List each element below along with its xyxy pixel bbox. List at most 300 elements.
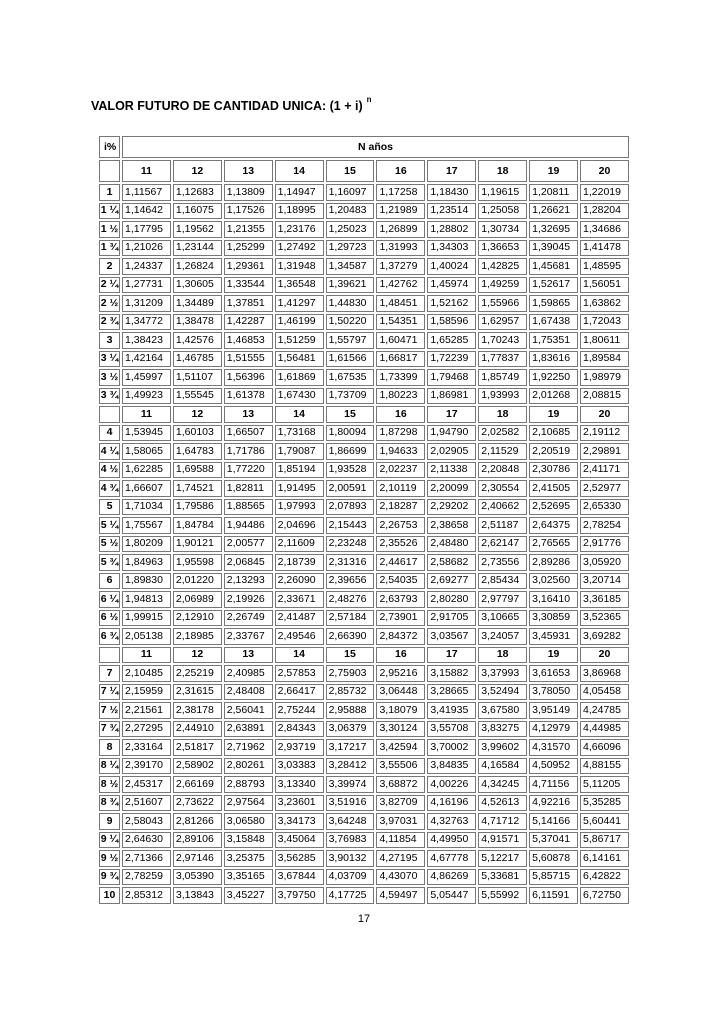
value-cell: 3,37993 xyxy=(478,665,527,682)
column-header: 15 xyxy=(326,647,375,664)
value-cell: 1,17795 xyxy=(122,221,171,238)
rate-cell: 5 xyxy=(99,499,120,516)
value-cell: 1,29723 xyxy=(326,240,375,257)
value-cell: 3,82709 xyxy=(376,795,425,812)
value-cell: 1,53945 xyxy=(122,425,171,442)
value-cell: 1,18995 xyxy=(275,203,324,220)
value-cell: 1,19615 xyxy=(478,184,527,201)
value-cell: 2,81266 xyxy=(173,813,222,830)
value-cell: 5,12217 xyxy=(478,850,527,867)
value-cell: 1,49923 xyxy=(122,388,171,405)
value-cell: 1,55797 xyxy=(326,332,375,349)
value-cell: 1,45997 xyxy=(122,369,171,386)
value-cell: 1,30734 xyxy=(478,221,527,238)
value-cell: 1,19562 xyxy=(173,221,222,238)
value-cell: 1,39621 xyxy=(326,277,375,294)
rate-cell: 2 ½ xyxy=(99,295,120,312)
value-cell: 1,80223 xyxy=(376,388,425,405)
column-header: 20 xyxy=(580,160,629,182)
value-cell: 2,15443 xyxy=(326,517,375,534)
column-header-row xyxy=(99,406,629,423)
value-cell: 1,60471 xyxy=(376,332,425,349)
value-cell: 4,44985 xyxy=(580,721,629,738)
value-cell: 3,28665 xyxy=(427,684,476,701)
value-cell: 2,66390 xyxy=(326,628,375,645)
value-cell: 6,14161 xyxy=(580,850,629,867)
value-cell: 4,12979 xyxy=(529,721,578,738)
table-row xyxy=(99,776,629,793)
value-cell: 2,30554 xyxy=(478,480,527,497)
value-cell: 2,52695 xyxy=(529,499,578,516)
column-header: 13 xyxy=(224,406,273,423)
rate-cell: 10 xyxy=(99,887,120,904)
value-cell: 3,15848 xyxy=(224,832,273,849)
value-cell: 5,11205 xyxy=(580,776,629,793)
value-cell: 2,44617 xyxy=(376,554,425,571)
value-cell: 1,26824 xyxy=(173,258,222,275)
value-cell: 2,13293 xyxy=(224,573,273,590)
value-cell: 2,29891 xyxy=(580,443,629,460)
value-cell: 3,76983 xyxy=(326,832,375,849)
value-cell: 2,40985 xyxy=(224,665,273,682)
value-cell: 2,35526 xyxy=(376,536,425,553)
table-body xyxy=(99,136,629,904)
value-cell: 1,80094 xyxy=(326,425,375,442)
value-cell: 1,62957 xyxy=(478,314,527,331)
table-row xyxy=(99,850,629,867)
value-cell: 1,28802 xyxy=(427,221,476,238)
value-cell: 3,56285 xyxy=(275,850,324,867)
column-header: 19 xyxy=(529,160,578,182)
value-cell: 1,42164 xyxy=(122,351,171,368)
column-header: 17 xyxy=(427,160,476,182)
value-cell: 1,17526 xyxy=(224,203,273,220)
value-cell: 1,79087 xyxy=(275,443,324,460)
value-cell: 6,42822 xyxy=(580,869,629,886)
value-cell: 2,95888 xyxy=(326,702,375,719)
table-row xyxy=(99,221,629,238)
value-cell: 1,37279 xyxy=(376,258,425,275)
value-cell: 1,79586 xyxy=(173,499,222,516)
column-header-row xyxy=(99,647,629,664)
value-cell: 3,06580 xyxy=(224,813,273,830)
value-cell: 1,73399 xyxy=(376,369,425,386)
value-cell: 1,71786 xyxy=(224,443,273,460)
value-cell: 2,10485 xyxy=(122,665,171,682)
value-cell: 3,51916 xyxy=(326,795,375,812)
value-cell: 1,91495 xyxy=(275,480,324,497)
header-row-top xyxy=(99,136,629,158)
value-cell: 1,62285 xyxy=(122,462,171,479)
value-cell: 2,91705 xyxy=(427,610,476,627)
value-cell: 1,42576 xyxy=(173,332,222,349)
table-row xyxy=(99,240,629,257)
value-cell: 2,10119 xyxy=(376,480,425,497)
value-cell: 2,91776 xyxy=(580,536,629,553)
value-cell: 5,60878 xyxy=(529,850,578,867)
table-row xyxy=(99,425,629,442)
value-cell: 2,89106 xyxy=(173,832,222,849)
value-cell: 1,14947 xyxy=(275,184,324,201)
value-cell: 3,69282 xyxy=(580,628,629,645)
value-cell: 2,01220 xyxy=(173,573,222,590)
value-cell: 5,85715 xyxy=(529,869,578,886)
value-cell: 2,41171 xyxy=(580,462,629,479)
value-cell: 2,25219 xyxy=(173,665,222,682)
value-cell: 3,78050 xyxy=(529,684,578,701)
value-cell: 1,80611 xyxy=(580,332,629,349)
table-row xyxy=(99,628,629,645)
value-cell: 1,77837 xyxy=(478,351,527,368)
value-cell: 1,85749 xyxy=(478,369,527,386)
value-cell: 2,06845 xyxy=(224,554,273,571)
value-cell: 5,37041 xyxy=(529,832,578,849)
table-row xyxy=(99,184,629,201)
table-row xyxy=(99,258,629,275)
value-cell: 1,60103 xyxy=(173,425,222,442)
value-cell: 2,31316 xyxy=(326,554,375,571)
column-header: 17 xyxy=(427,647,476,664)
years-header: N años xyxy=(122,136,629,158)
value-cell: 2,00577 xyxy=(224,536,273,553)
value-cell: 3,25375 xyxy=(224,850,273,867)
value-cell: 3,20714 xyxy=(580,573,629,590)
value-cell: 1,83616 xyxy=(529,351,578,368)
value-cell: 1,61869 xyxy=(275,369,324,386)
value-cell: 2,71962 xyxy=(224,739,273,756)
value-cell: 2,78254 xyxy=(580,517,629,534)
rate-cell: 7 xyxy=(99,665,120,682)
value-cell: 2,01268 xyxy=(529,388,578,405)
rate-cell: 7 ½ xyxy=(99,702,120,719)
value-cell: 3,03383 xyxy=(275,758,324,775)
value-cell: 1,93993 xyxy=(478,388,527,405)
value-cell: 1,70243 xyxy=(478,332,527,349)
value-cell: 2,51187 xyxy=(478,517,527,534)
rate-cell: 6 ½ xyxy=(99,610,120,627)
value-cell: 1,46785 xyxy=(173,351,222,368)
value-cell: 2,31615 xyxy=(173,684,222,701)
value-cell: 1,71034 xyxy=(122,499,171,516)
value-cell: 1,34303 xyxy=(427,240,476,257)
value-cell: 2,00591 xyxy=(326,480,375,497)
rate-cell: 7 ¾ xyxy=(99,721,120,738)
value-cell: 3,45227 xyxy=(224,887,273,904)
value-cell: 2,85732 xyxy=(326,684,375,701)
value-cell: 1,67430 xyxy=(275,388,324,405)
rate-cell: 5 ¼ xyxy=(99,517,120,534)
value-cell: 1,14642 xyxy=(122,203,171,220)
value-cell: 4,16584 xyxy=(478,758,527,775)
value-cell: 3,18079 xyxy=(376,702,425,719)
page-number: 17 xyxy=(357,913,371,925)
value-cell: 3,67844 xyxy=(275,869,324,886)
value-cell: 2,26749 xyxy=(224,610,273,627)
column-header: 14 xyxy=(275,406,324,423)
value-cell: 4,24785 xyxy=(580,702,629,719)
value-cell: 1,56481 xyxy=(275,351,324,368)
value-cell: 2,64630 xyxy=(122,832,171,849)
value-cell: 1,17258 xyxy=(376,184,425,201)
blank-header-cell xyxy=(99,406,120,423)
value-cell: 1,31948 xyxy=(275,258,324,275)
value-cell: 1,48451 xyxy=(376,295,425,312)
value-cell: 1,61566 xyxy=(326,351,375,368)
value-cell: 1,26621 xyxy=(529,203,578,220)
value-cell: 2,52977 xyxy=(580,480,629,497)
value-cell: 2,73556 xyxy=(478,554,527,571)
value-cell: 4,17725 xyxy=(326,887,375,904)
value-cell: 1,94813 xyxy=(122,591,171,608)
value-cell: 1,51107 xyxy=(173,369,222,386)
value-cell: 3,55506 xyxy=(376,758,425,775)
value-cell: 1,18430 xyxy=(427,184,476,201)
rate-cell: 8 ¾ xyxy=(99,795,120,812)
value-cell: 1,87298 xyxy=(376,425,425,442)
value-cell: 1,99915 xyxy=(122,610,171,627)
value-cell: 3,23601 xyxy=(275,795,324,812)
value-cell: 4,91571 xyxy=(478,832,527,849)
value-cell: 2,33671 xyxy=(275,591,324,608)
value-cell: 1,66607 xyxy=(122,480,171,497)
value-cell: 1,52162 xyxy=(427,295,476,312)
value-cell: 3,45064 xyxy=(275,832,324,849)
value-cell: 5,14166 xyxy=(529,813,578,830)
value-cell: 4,27195 xyxy=(376,850,425,867)
value-cell: 1,30605 xyxy=(173,277,222,294)
value-cell: 1,34772 xyxy=(122,314,171,331)
future-value-table xyxy=(97,134,631,906)
rate-cell: 1 ¾ xyxy=(99,240,120,257)
value-cell: 3,34173 xyxy=(275,813,324,830)
value-cell: 2,41487 xyxy=(275,610,324,627)
value-cell: 4,03709 xyxy=(326,869,375,886)
blank-header-cell xyxy=(99,160,120,182)
value-cell: 3,52365 xyxy=(580,610,629,627)
value-cell: 3,06379 xyxy=(326,721,375,738)
value-cell: 2,07893 xyxy=(326,499,375,516)
value-cell: 2,85434 xyxy=(478,573,527,590)
value-cell: 2,58682 xyxy=(427,554,476,571)
value-cell: 2,41505 xyxy=(529,480,578,497)
value-cell: 2,45317 xyxy=(122,776,171,793)
table-row xyxy=(99,314,629,331)
table-row xyxy=(99,388,629,405)
value-cell: 1,67438 xyxy=(529,314,578,331)
value-cell: 4,71712 xyxy=(478,813,527,830)
value-cell: 2,08815 xyxy=(580,388,629,405)
value-cell: 2,63891 xyxy=(224,721,273,738)
value-cell: 3,52494 xyxy=(478,684,527,701)
rate-cell: 3 ¼ xyxy=(99,351,120,368)
table-row xyxy=(99,702,629,719)
value-cell: 1,12683 xyxy=(173,184,222,201)
value-cell: 4,71156 xyxy=(529,776,578,793)
value-cell: 2,89286 xyxy=(529,554,578,571)
value-cell: 1,94486 xyxy=(224,517,273,534)
value-cell: 2,04696 xyxy=(275,517,324,534)
value-cell: 1,34686 xyxy=(580,221,629,238)
value-cell: 1,38478 xyxy=(173,314,222,331)
column-header: 18 xyxy=(478,406,527,423)
value-cell: 1,55966 xyxy=(478,295,527,312)
value-cell: 2,57184 xyxy=(326,610,375,627)
value-cell: 1,11567 xyxy=(122,184,171,201)
value-cell: 2,73622 xyxy=(173,795,222,812)
value-cell: 1,23144 xyxy=(173,240,222,257)
value-cell: 1,38423 xyxy=(122,332,171,349)
value-cell: 1,58596 xyxy=(427,314,476,331)
value-cell: 1,73709 xyxy=(326,388,375,405)
rate-cell: 6 ¾ xyxy=(99,628,120,645)
value-cell: 1,51555 xyxy=(224,351,273,368)
value-cell: 3,67580 xyxy=(478,702,527,719)
value-cell: 2,10685 xyxy=(529,425,578,442)
value-cell: 4,52613 xyxy=(478,795,527,812)
value-cell: 2,80280 xyxy=(427,591,476,608)
value-cell: 2,12910 xyxy=(173,610,222,627)
value-cell: 2,23248 xyxy=(326,536,375,553)
value-cell: 1,37851 xyxy=(224,295,273,312)
table-row xyxy=(99,277,629,294)
value-cell: 2,19112 xyxy=(580,425,629,442)
rate-cell: 9 ½ xyxy=(99,850,120,867)
value-cell: 1,20811 xyxy=(529,184,578,201)
value-cell: 3,16410 xyxy=(529,591,578,608)
value-cell: 1,72043 xyxy=(580,314,629,331)
column-header: 20 xyxy=(580,406,629,423)
value-cell: 4,11854 xyxy=(376,832,425,849)
value-cell: 4,88155 xyxy=(580,758,629,775)
value-cell: 1,27731 xyxy=(122,277,171,294)
column-header-row xyxy=(99,160,629,182)
value-cell: 1,66507 xyxy=(224,425,273,442)
value-cell: 2,11529 xyxy=(478,443,527,460)
table-row xyxy=(99,665,629,682)
value-cell: 1,25058 xyxy=(478,203,527,220)
value-cell: 1,36548 xyxy=(275,277,324,294)
table-row xyxy=(99,610,629,627)
table-row xyxy=(99,499,629,516)
value-cell: 1,42287 xyxy=(224,314,273,331)
rate-cell: 5 ¾ xyxy=(99,554,120,571)
value-cell: 1,20483 xyxy=(326,203,375,220)
value-cell: 2,56041 xyxy=(224,702,273,719)
rate-cell: 8 ½ xyxy=(99,776,120,793)
value-cell: 1,97993 xyxy=(275,499,324,516)
value-cell: 2,44910 xyxy=(173,721,222,738)
value-cell: 5,33681 xyxy=(478,869,527,886)
value-cell: 1,86981 xyxy=(427,388,476,405)
rate-cell: 3 xyxy=(99,332,120,349)
value-cell: 1,25023 xyxy=(326,221,375,238)
value-cell: 3,30124 xyxy=(376,721,425,738)
value-cell: 3,95149 xyxy=(529,702,578,719)
value-cell: 2,21561 xyxy=(122,702,171,719)
value-cell: 2,71366 xyxy=(122,850,171,867)
rate-cell: 2 ¾ xyxy=(99,314,120,331)
value-cell: 2,02905 xyxy=(427,443,476,460)
rate-cell: 9 ¾ xyxy=(99,869,120,886)
value-cell: 1,56396 xyxy=(224,369,273,386)
value-cell: 2,20099 xyxy=(427,480,476,497)
value-cell: 1,33544 xyxy=(224,277,273,294)
column-header: 16 xyxy=(376,406,425,423)
rate-cell: 9 ¼ xyxy=(99,832,120,849)
value-cell: 2,62147 xyxy=(478,536,527,553)
value-cell: 1,25299 xyxy=(224,240,273,257)
value-cell: 2,19926 xyxy=(224,591,273,608)
value-cell: 1,72239 xyxy=(427,351,476,368)
value-cell: 2,93719 xyxy=(275,739,324,756)
value-cell: 3,68872 xyxy=(376,776,425,793)
value-cell: 1,42825 xyxy=(478,258,527,275)
rate-header: i% xyxy=(99,136,120,158)
value-cell: 1,46199 xyxy=(275,314,324,331)
rate-cell: 6 ¼ xyxy=(99,591,120,608)
value-cell: 1,89830 xyxy=(122,573,171,590)
value-cell: 2,05138 xyxy=(122,628,171,645)
value-cell: 2,39170 xyxy=(122,758,171,775)
value-cell: 1,42762 xyxy=(376,277,425,294)
rate-cell: 8 xyxy=(99,739,120,756)
column-header: 16 xyxy=(376,647,425,664)
value-cell: 1,46853 xyxy=(224,332,273,349)
value-cell: 1,98979 xyxy=(580,369,629,386)
value-cell: 1,80209 xyxy=(122,536,171,553)
value-cell: 3,42594 xyxy=(376,739,425,756)
table-row xyxy=(99,480,629,497)
value-cell: 1,21026 xyxy=(122,240,171,257)
value-cell: 4,16196 xyxy=(427,795,476,812)
value-cell: 3,10665 xyxy=(478,610,527,627)
value-cell: 3,90132 xyxy=(326,850,375,867)
blank-header-cell xyxy=(99,647,120,664)
rate-cell: 8 ¼ xyxy=(99,758,120,775)
table-row xyxy=(99,591,629,608)
value-cell: 5,60441 xyxy=(580,813,629,830)
value-cell: 1,21989 xyxy=(376,203,425,220)
value-cell: 2,33164 xyxy=(122,739,171,756)
value-cell: 4,59497 xyxy=(376,887,425,904)
rate-cell: 2 ¼ xyxy=(99,277,120,294)
value-cell: 2,57853 xyxy=(275,665,324,682)
value-cell: 6,11591 xyxy=(529,887,578,904)
value-cell: 2,97564 xyxy=(224,795,273,812)
value-cell: 1,41478 xyxy=(580,240,629,257)
rate-cell: 3 ½ xyxy=(99,369,120,386)
value-cell: 2,38658 xyxy=(427,517,476,534)
table-row xyxy=(99,887,629,904)
value-cell: 1,45974 xyxy=(427,277,476,294)
rate-cell: 6 xyxy=(99,573,120,590)
column-header: 15 xyxy=(326,160,375,182)
value-cell: 4,43070 xyxy=(376,869,425,886)
value-cell: 1,34489 xyxy=(173,295,222,312)
value-cell: 2,66169 xyxy=(173,776,222,793)
rate-cell: 3 ¾ xyxy=(99,388,120,405)
value-cell: 4,86269 xyxy=(427,869,476,886)
value-cell: 3,64248 xyxy=(326,813,375,830)
value-cell: 2,49546 xyxy=(275,628,324,645)
value-cell: 3,97031 xyxy=(376,813,425,830)
value-cell: 5,05447 xyxy=(427,887,476,904)
value-cell: 1,85194 xyxy=(275,462,324,479)
table-row xyxy=(99,462,629,479)
column-header: 16 xyxy=(376,160,425,182)
rate-cell: 4 xyxy=(99,425,120,442)
value-cell: 1,49259 xyxy=(478,277,527,294)
